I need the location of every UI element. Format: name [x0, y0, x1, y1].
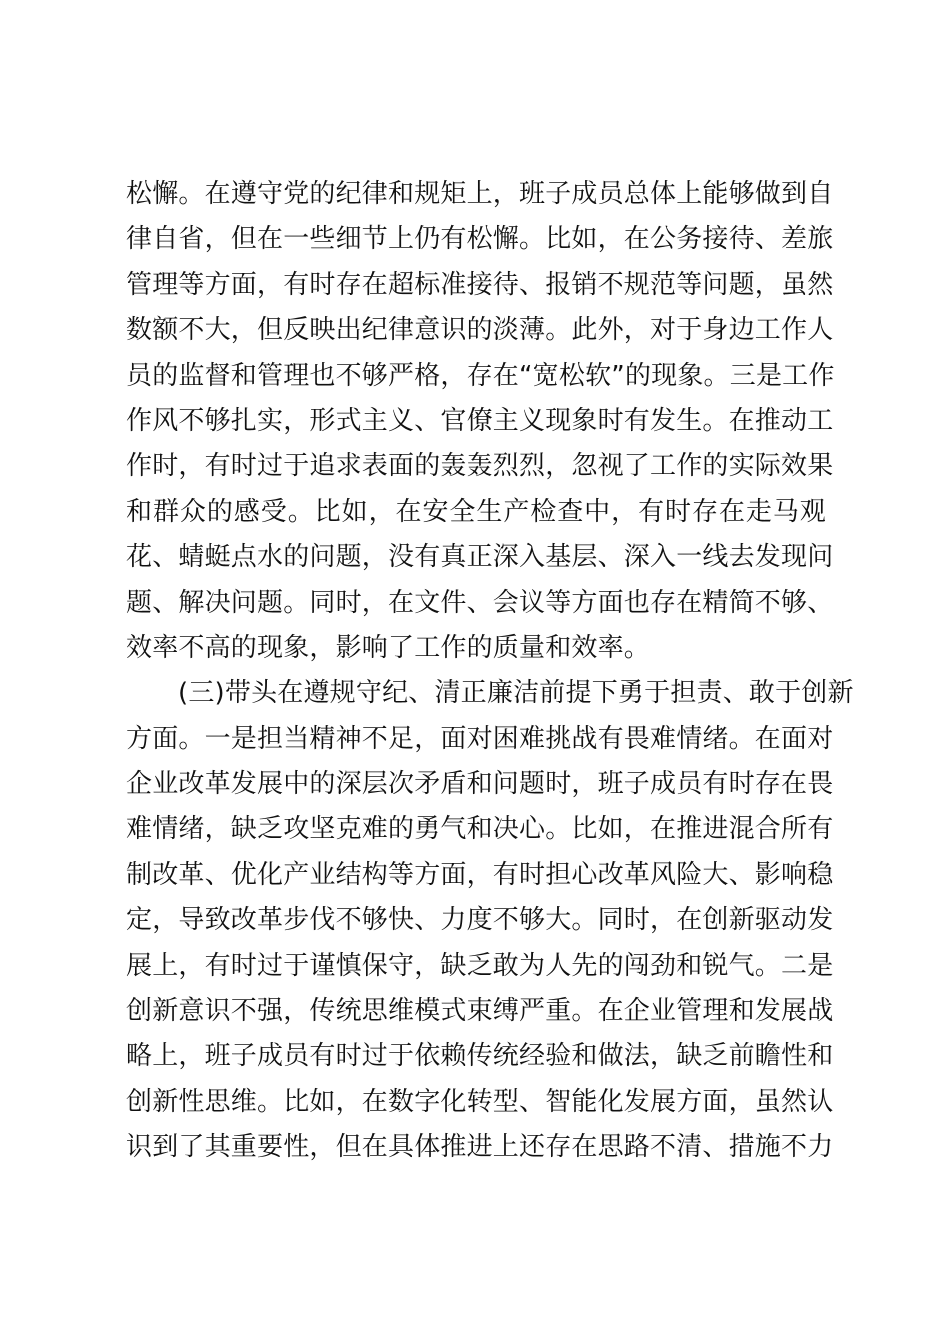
text-line: 难情绪，缺乏攻坚克难的勇气和决心。比如，在推进混合所有: [126, 814, 834, 845]
paragraph-2: [126, 671, 854, 1170]
document-body: [126, 172, 854, 1171]
text-line: 制改革、优化产业结构等方面，有时担心改革风险大、影响稳: [126, 859, 834, 890]
text-line: 和群众的感受。比如，在安全生产检查中，有时存在走马观: [126, 496, 826, 527]
text-line: 识到了其重要性，但在具体推进上还存在思路不清、措施不力: [126, 1132, 834, 1163]
text-line: 方面。一是担当精神不足，面对困难挑战有畏难情绪。在面对: [126, 723, 834, 754]
text-line: 创新性思维。比如，在数字化转型、智能化发展方面，虽然认: [126, 1086, 834, 1117]
text-line: 律自省，但在一些细节上仍有松懈。比如，在公务接待、差旅: [126, 224, 834, 255]
text-line: 数额不大，但反映出纪律意识的淡薄。此外，对于身边工作人: [126, 315, 834, 346]
text-line: 作时，有时过于追求表面的轰轰烈烈，忽视了工作的实际效果: [126, 451, 834, 482]
text-line: 略上，班子成员有时过于依赖传统经验和做法，缺乏前瞻性和: [126, 1041, 834, 1072]
text-line: 效率不高的现象，影响了工作的质量和效率。: [126, 632, 651, 663]
text-line: 花、蜻蜓点水的问题，没有真正深入基层、深入一线去发现问: [126, 542, 834, 573]
text-line: 定，导致改革步伐不够快、力度不够大。同时，在创新驱动发: [126, 905, 834, 936]
text-line: 企业改革发展中的深层次矛盾和问题时，班子成员有时存在畏: [126, 769, 834, 800]
text-line: 创新意识不强，传统思维模式束缚严重。在企业管理和发展战: [126, 996, 834, 1027]
text-line: 松懈。在遵守党的纪律和规矩上，班子成员总体上能够做到自: [126, 179, 834, 209]
text-line: 管理等方面，有时存在超标准接待、报销不规范等问题，虽然: [126, 269, 834, 300]
text-line: 作风不够扎实，形式主义、官僚主义现象时有发生。在推动工: [126, 405, 834, 436]
text-line: 题、解决问题。同时，在文件、会议等方面也存在精简不够、: [126, 587, 834, 618]
text-line: 员的监督和管理也不够严格，存在“宽松软”的现象。三是工作: [126, 360, 835, 391]
paragraph-1: [126, 172, 835, 671]
section-heading-line: (三)带头在遵规守纪、清正廉洁前提下勇于担责、敢于创新: [178, 678, 854, 709]
text-line: 展上，有时过于谨慎保守，缺乏敢为人先的闯劲和锐气。二是: [126, 950, 834, 981]
